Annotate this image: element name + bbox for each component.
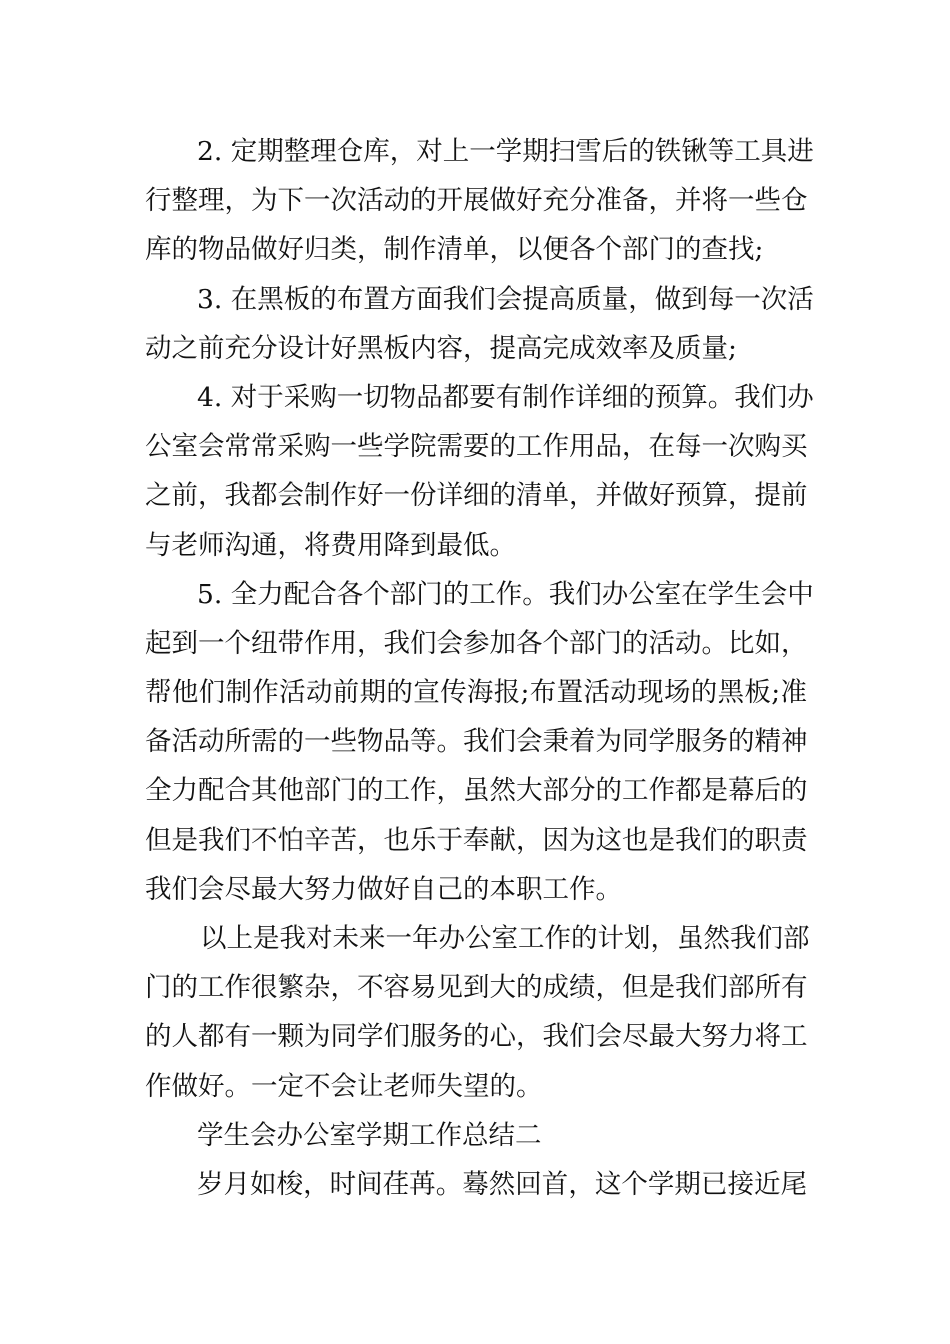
summary-paragraph-line-3: 的人都有一颗为同学们服务的心，我们会尽最大努力将工 [145, 1021, 808, 1053]
paragraph-5-line-5: 全力配合其他部门的工作，虽然大部分的工作都是幕后的 [145, 775, 808, 807]
document-body [145, 127, 814, 1209]
paragraph-4-line-4: 与老师沟通，将费用降到最低。 [145, 529, 516, 561]
paragraph-2-line-1: 2. 定期整理仓库，对上一学期扫雪后的铁锹等工具进 [197, 136, 814, 167]
paragraph-4-line-2: 公室会常常采购一些学院需要的工作用品，在每一次购买 [145, 431, 808, 463]
paragraph-5-line-1: 5. 全力配合各个部门的工作。我们办公室在学生会中 [197, 578, 814, 610]
paragraph-2-line-3: 库的物品做好归类，制作清单，以便各个部门的查找; [145, 234, 764, 266]
paragraph-5-line-3: 帮他们制作活动前期的宣传海报;布置活动现场的黑板;准 [145, 677, 807, 709]
paragraph-5-line-4: 备活动所需的一些物品等。我们会秉着为同学服务的精神 [145, 726, 808, 758]
paragraph-4-line-1: 4. 对于采购一切物品都要有制作详细的预算。我们办 [197, 381, 814, 413]
section-intro-line-1: 岁月如梭，时间荏苒。蓦然回首，这个学期已接近尾 [197, 1168, 807, 1200]
summary-paragraph-line-1: 以上是我对未来一年办公室工作的计划，虽然我们部 [200, 923, 810, 954]
summary-paragraph-line-4: 作做好。一定不会让老师失望的。 [145, 1070, 543, 1102]
paragraph-4-line-3: 之前，我都会制作好一份详细的清单，并做好预算，提前 [145, 480, 808, 512]
paragraph-3-line-2: 动之前充分设计好黑板内容，提高完成效率及质量; [145, 332, 737, 364]
paragraph-2-line-2: 行整理，为下一次活动的开展做好充分准备，并将一些仓 [145, 185, 808, 217]
paragraph-5-line-6: 但是我们不怕辛苦，也乐于奉献，因为这也是我们的职责 [145, 824, 808, 856]
section-heading: 学生会办公室学期工作总结二 [197, 1119, 542, 1151]
paragraph-5-line-7: 我们会尽最大努力做好自己的本职工作。 [145, 873, 622, 905]
paragraph-3-line-1: 3. 在黑板的布置方面我们会提高质量，做到每一次活 [197, 283, 814, 315]
summary-paragraph-line-2: 门的工作很繁杂，不容易见到大的成绩，但是我们部所有 [145, 972, 808, 1004]
paragraph-5-line-2: 起到一个纽带作用，我们会参加各个部门的活动。比如， [145, 627, 808, 659]
